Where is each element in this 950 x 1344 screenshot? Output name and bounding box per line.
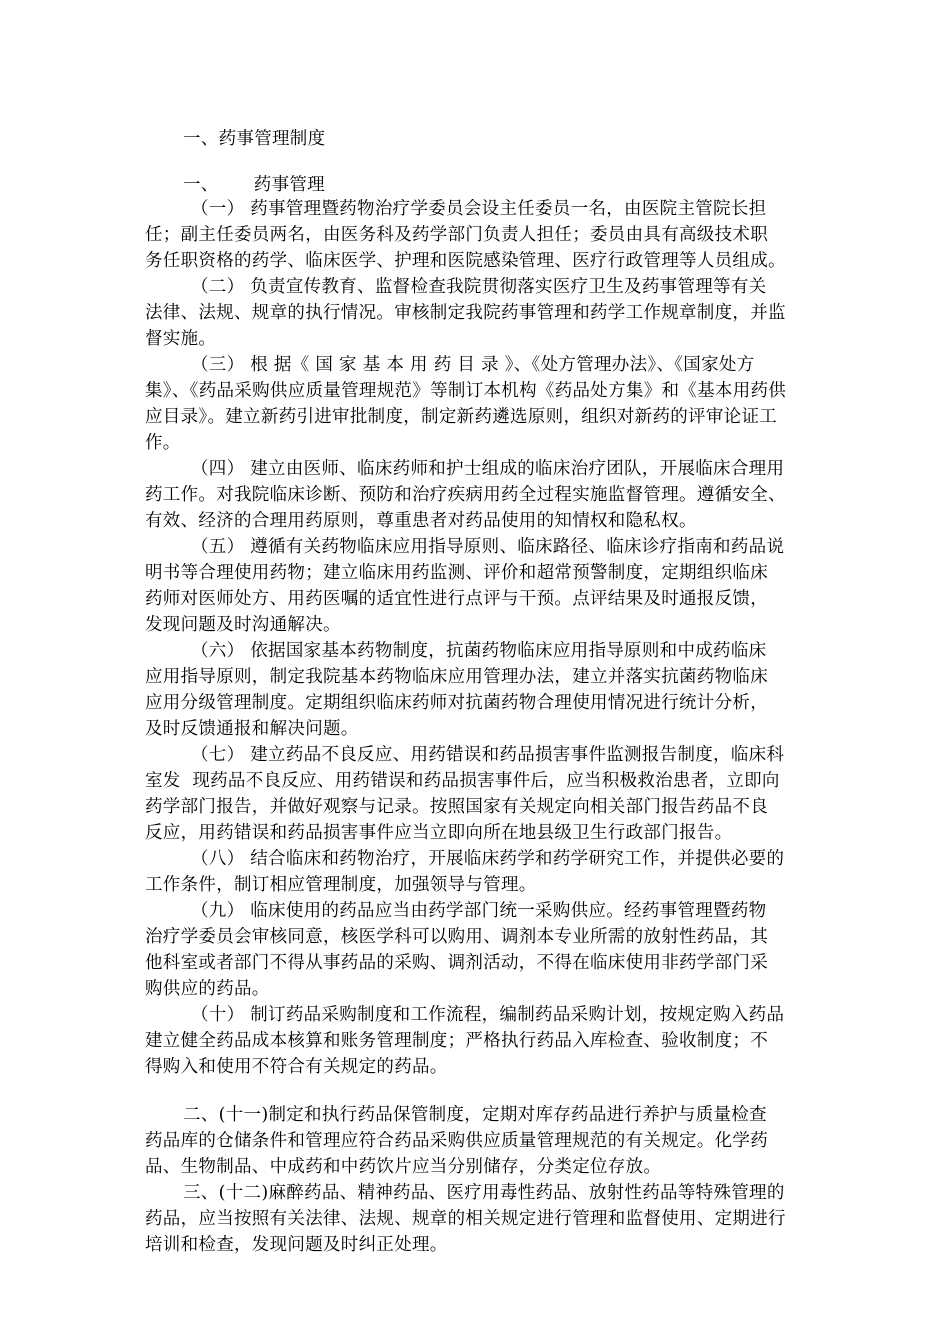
paragraph-2-line-1: （二） 负责宣传教育、监督检查我院贯彻落实医疗卫生及药事管理等有关 [191, 277, 767, 297]
paragraph-9-line-4: 购供应的药品。 [145, 979, 270, 999]
section-heading: 一、 药事管理 [183, 175, 325, 195]
paragraph-4-line-2: 药工作。对我院临床诊断、预防和治疗疾病用药全过程实施监督管理。遵循安全、 [145, 485, 786, 505]
paragraph-11-line-1: 二、(十一)制定和执行药品保管制度，定期对库存药品进行养护与质量检查 [183, 1105, 767, 1125]
paragraph-2-line-2: 法律、法规、规章的执行情况。审核制定我院药事管理和药学工作规章制度，并监 [145, 303, 786, 323]
paragraph-10-line-3: 得购入和使用不符合有关规定的药品。 [145, 1057, 448, 1077]
paragraph-6-line-2: 应用指导原则，制定我院基本药物临床应用管理办法，建立并落实抗菌药物临床 [145, 667, 768, 687]
paragraph-2-line-3: 督实施。 [145, 329, 217, 349]
paragraph-5-line-1: （五） 遵循有关药物临床应用指导原则、临床路径、临床诊疗指南和药品说 [191, 537, 785, 557]
paragraph-7-line-3: 药学部门报告，并做好观察与记录。按照国家有关规定向相关部门报告药品不良 [145, 797, 768, 817]
paragraph-3-line-1: （三） 根 据《 国 家 基 本 用 药 目 录 》、《处方管理办法》、《国家处方 [191, 355, 755, 375]
paragraph-8-line-2: 工作条件，制订相应管理制度，加强领导与管理。 [145, 875, 537, 895]
paragraph-5-line-2: 明书等合理使用药物；建立临床用药监测、评价和超常预警制度，定期组织临床 [145, 563, 768, 583]
paragraph-9-line-1: （九） 临床使用的药品应当由药学部门统一采购供应。经药事管理暨药物 [191, 901, 767, 921]
paragraph-11-line-3: 品、生物制品、中成药和中药饮片应当分别储存，分类定位存放。 [145, 1157, 662, 1177]
paragraph-8-line-1: （八） 结合临床和药物治疗，开展临床药学和药学研究工作，并提供必要的 [191, 849, 785, 869]
document-title: 一、药事管理制度 [183, 129, 326, 149]
paragraph-9-line-3: 他科室或者部门不得从事药品的采购、调剂活动，不得在临床使用非药学部门采 [145, 953, 768, 973]
paragraph-5-line-3: 药师对医师处方、用药医嘱的适宜性进行点评与干预。点评结果及时通报反馈， [145, 589, 768, 609]
paragraph-12-line-2: 药品，应当按照有关法律、法规、规章的相关规定进行管理和监督使用、定期进行 [145, 1209, 786, 1229]
paragraph-6-line-1: （六） 依据国家基本药物制度，抗菌药物临床应用指导原则和中成药临床 [191, 641, 767, 661]
paragraph-11-line-2: 药品库的仓储条件和管理应符合药品采购供应质量管理规范的有关规定。化学药 [145, 1131, 768, 1151]
paragraph-1-line-1: （一） 药事管理暨药物治疗学委员会设主任委员一名，由医院主管院长担 [191, 199, 767, 219]
paragraph-3-line-2: 集》、《药品采购供应质量管理规范》等制订本机构《药品处方集》和《基本用药供 [145, 381, 787, 401]
paragraph-12-line-3: 培训和检查，发现问题及时纠正处理。 [145, 1235, 448, 1255]
paragraph-10-line-2: 建立健全药品成本核算和账务管理制度；严格执行药品入库检查、验收制度；不 [145, 1031, 768, 1051]
paragraph-9-line-2: 治疗学委员会审核同意，核医学科可以购用、调剂本专业所需的放射性药品，其 [145, 927, 768, 947]
paragraph-7-line-2: 室发 现药品不良反应、用药错误和药品损害事件后，应当积极救治患者，立即向 [145, 771, 780, 791]
paragraph-10-line-1: （十） 制订药品采购制度和工作流程，编制药品采购计划，按规定购入药品 [191, 1005, 785, 1025]
paragraph-12-line-1: 三、(十二)麻醉药品、精神药品、医疗用毒性药品、放射性药品等特殊管理的 [183, 1183, 785, 1203]
paragraph-3-line-3: 应目录》。建立新药引进审批制度，制定新药遴选原则，组织对新药的评审论证工 [145, 407, 778, 427]
paragraph-4-line-1: （四） 建立由医师、临床药师和护士组成的临床治疗团队，开展临床合理用 [191, 459, 785, 479]
paragraph-4-line-3: 有效、经济的合理用药原则，尊重患者对药品使用的知情权和隐私权。 [145, 511, 697, 531]
paragraph-7-line-4: 反应，用药错误和药品损害事件应当立即向所在地县级卫生行政部门报告。 [145, 823, 733, 843]
paragraph-3-line-4: 作。 [145, 433, 181, 453]
paragraph-1-line-3: 务任职资格的药学、临床医学、护理和医院感染管理、医疗行政管理等人员组成。 [145, 251, 786, 271]
paragraph-1-line-2: 任；副主任委员两名，由医务科及药学部门负责人担任；委员由具有高级技术职 [145, 225, 768, 245]
paragraph-5-line-4: 发现问题及时沟通解决。 [145, 615, 341, 635]
paragraph-7-line-1: （七） 建立药品不良反应、用药错误和药品损害事件监测报告制度，临床科 [191, 745, 785, 765]
paragraph-6-line-3: 应用分级管理制度。定期组织临床药师对抗菌药物合理使用情况进行统计分析， [145, 693, 768, 713]
paragraph-6-line-4: 及时反馈通报和解决问题。 [145, 719, 359, 739]
